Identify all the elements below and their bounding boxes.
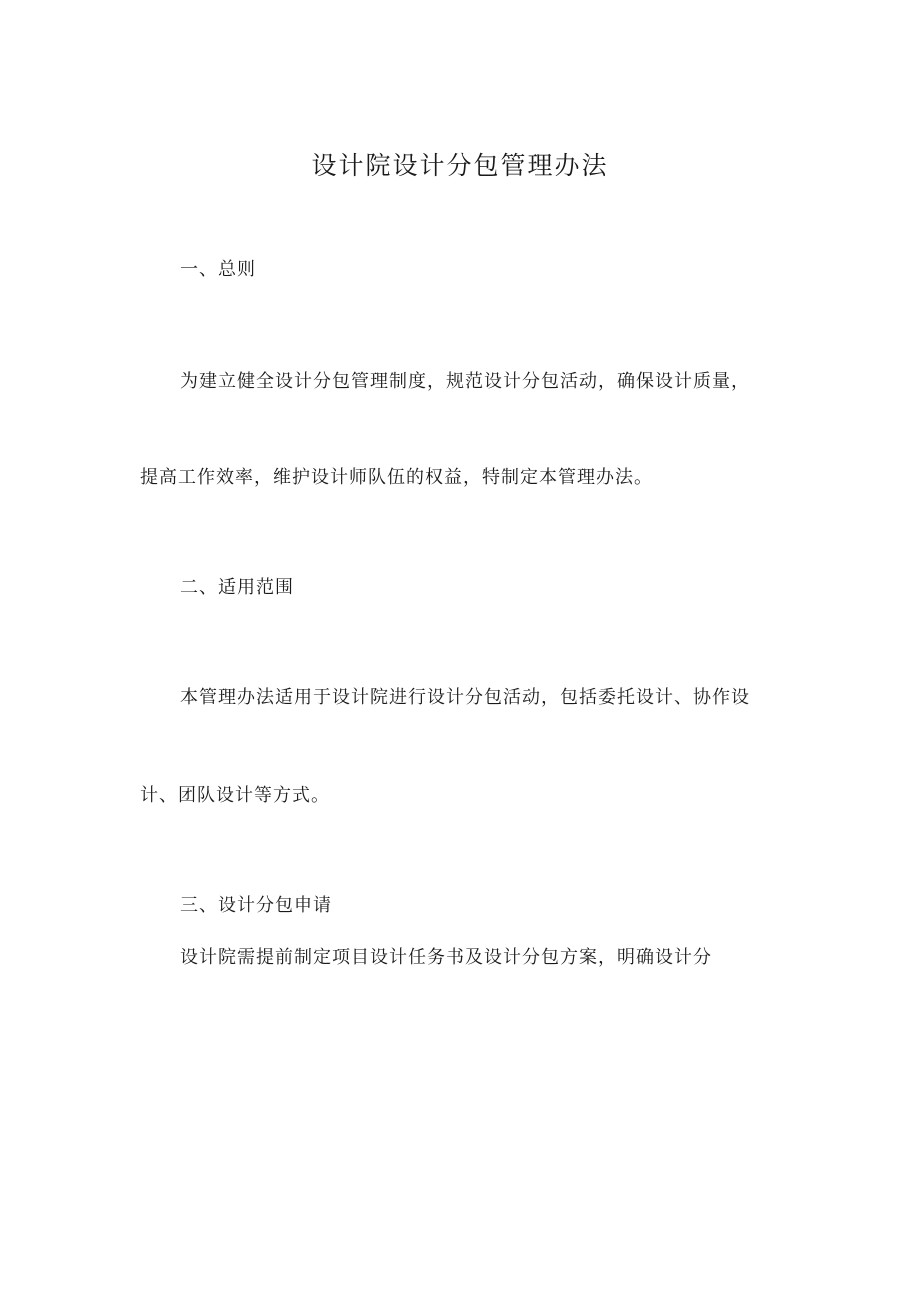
document-title: 设计院设计分包管理办法 [311, 151, 609, 180]
paragraph-line: 设计院需提前制定项目设计任务书及设计分包方案，明确设计分 [180, 947, 712, 968]
section-heading-general: 一、总则 [180, 259, 256, 280]
paragraph-line: 计、团队设计等方式。 [140, 785, 330, 806]
paragraph-line: 本管理办法适用于设计院进行设计分包活动，包括委托设计、协作设 [180, 687, 750, 708]
section-heading-scope: 二、适用范围 [180, 577, 294, 598]
paragraph-line: 提高工作效率，维护设计师队伍的权益，特制定本管理办法。 [140, 467, 653, 488]
section-heading-application: 三、设计分包申请 [180, 895, 332, 916]
paragraph-line: 为建立健全设计分包管理制度，规范设计分包活动，确保设计质量， [180, 371, 750, 392]
